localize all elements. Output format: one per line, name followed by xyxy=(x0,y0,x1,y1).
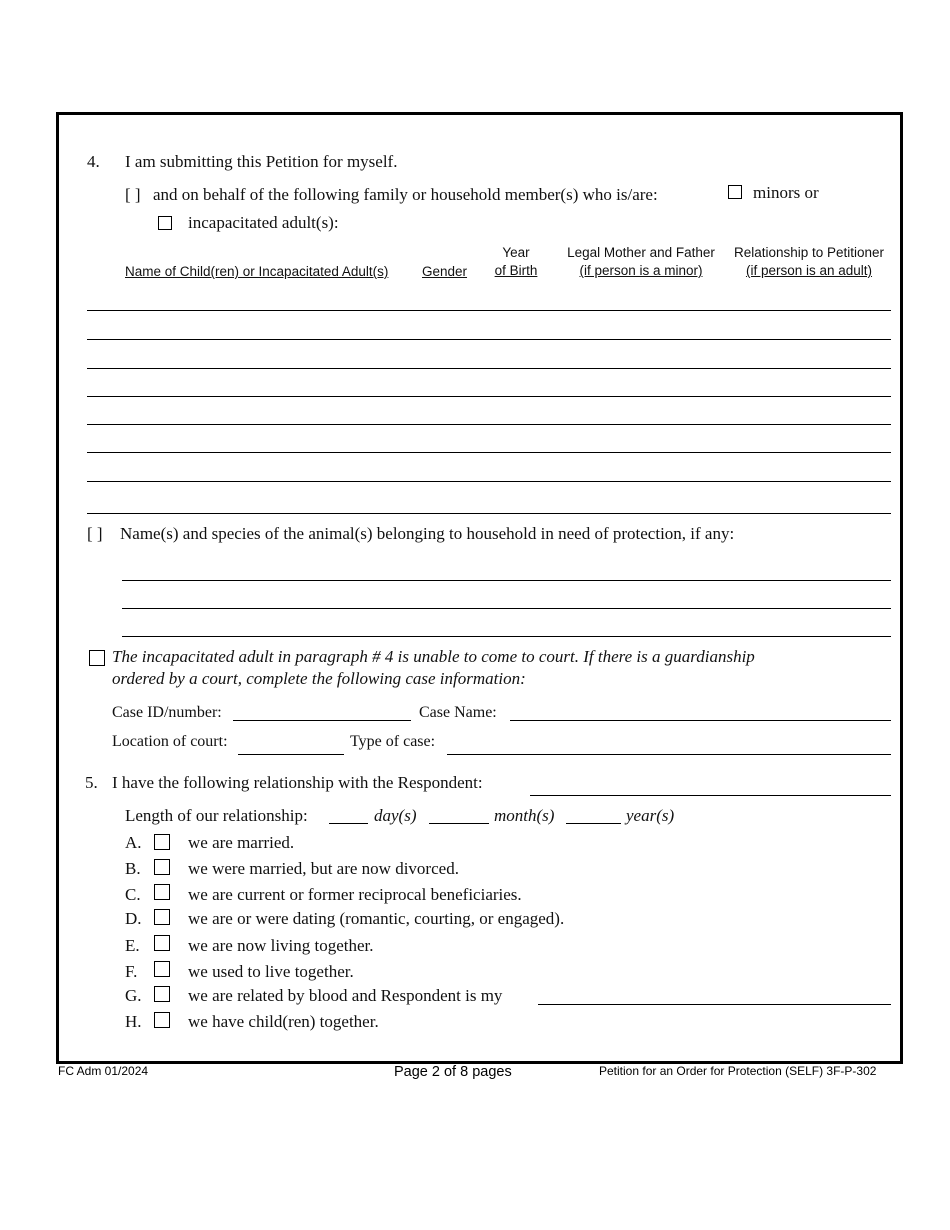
entry-line-1[interactable] xyxy=(87,310,891,311)
entry-line-8[interactable] xyxy=(87,513,891,514)
entry-line-6[interactable] xyxy=(87,452,891,453)
option-g-text: we are related by blood and Respondent is my xyxy=(188,986,503,1005)
section-4-statement: I am submitting this Petition for myself. xyxy=(125,152,398,171)
incapacitated-adults-checkbox[interactable] xyxy=(158,216,172,230)
option-a-letter: A. xyxy=(125,833,142,852)
option-f-checkbox[interactable] xyxy=(154,961,170,977)
header-relationship-line1: Relationship to Petitioner xyxy=(733,245,885,260)
animals-line-3[interactable] xyxy=(122,636,891,637)
behalf-bracket-checkbox[interactable]: [ ] xyxy=(125,185,141,204)
option-d-letter: D. xyxy=(125,909,142,928)
animals-line-2[interactable] xyxy=(122,608,891,609)
option-b-letter: B. xyxy=(125,859,141,878)
relationship-field[interactable] xyxy=(530,795,891,796)
option-f-letter: F. xyxy=(125,962,138,981)
behalf-text: and on behalf of the following family or household member(s) who is/are: xyxy=(153,185,658,204)
months-label: month(s) xyxy=(494,806,555,825)
option-c-checkbox[interactable] xyxy=(154,884,170,900)
option-e-checkbox[interactable] xyxy=(154,935,170,951)
months-field[interactable] xyxy=(429,823,489,824)
header-year-line2: of Birth xyxy=(494,263,538,278)
minors-checkbox[interactable] xyxy=(728,185,742,199)
option-h-text: we have child(ren) together. xyxy=(188,1012,379,1031)
entry-line-3[interactable] xyxy=(87,368,891,369)
option-g-relation-field[interactable] xyxy=(538,1004,891,1005)
header-year-line1: Year xyxy=(502,245,530,260)
days-label: day(s) xyxy=(374,806,417,825)
years-label: year(s) xyxy=(626,806,675,825)
option-b-text: we were married, but are now divorced. xyxy=(188,859,459,878)
guardianship-line2: ordered by a court, complete the following case information: xyxy=(112,669,526,688)
option-a-checkbox[interactable] xyxy=(154,834,170,850)
minors-label: minors or xyxy=(753,183,819,202)
location-field[interactable] xyxy=(238,754,344,755)
case-name-label: Case Name: xyxy=(419,704,497,721)
option-c-letter: C. xyxy=(125,885,141,904)
option-h-checkbox[interactable] xyxy=(154,1012,170,1028)
case-id-field[interactable] xyxy=(233,720,411,721)
option-b-checkbox[interactable] xyxy=(154,859,170,875)
option-f-text: we used to live together. xyxy=(188,962,354,981)
case-name-field[interactable] xyxy=(510,720,891,721)
header-relationship-line2: (if person is an adult) xyxy=(745,263,873,278)
option-g-checkbox[interactable] xyxy=(154,986,170,1002)
length-label: Length of our relationship: xyxy=(125,806,308,825)
option-e-letter: E. xyxy=(125,936,140,955)
entry-line-5[interactable] xyxy=(87,424,891,425)
footer-form-code: FC Adm 01/2024 xyxy=(58,1064,149,1078)
years-field[interactable] xyxy=(566,823,621,824)
header-name: Name of Child(ren) or Incapacitated Adult(s) xyxy=(125,264,389,279)
option-c-text: we are current or former reciprocal beneficiaries. xyxy=(188,885,522,904)
section-5-statement: I have the following relationship with the Respondent: xyxy=(112,773,483,792)
option-g-letter: G. xyxy=(125,986,142,1005)
option-h-letter: H. xyxy=(125,1012,142,1031)
footer-page-number: Page 2 of 8 pages xyxy=(394,1064,512,1080)
entry-line-2[interactable] xyxy=(87,339,891,340)
section-4-number: 4. xyxy=(87,152,100,171)
location-label: Location of court: xyxy=(112,733,228,750)
animals-bracket-checkbox[interactable]: [ ] xyxy=(87,524,103,543)
section-5-number: 5. xyxy=(85,773,98,792)
days-field[interactable] xyxy=(329,823,368,824)
entry-line-7[interactable] xyxy=(87,481,891,482)
option-d-text: we are or were dating (romantic, courting, or engaged). xyxy=(188,909,565,928)
guardianship-checkbox[interactable] xyxy=(89,650,105,666)
header-parents-line1: Legal Mother and Father xyxy=(567,245,715,260)
type-of-case-field[interactable] xyxy=(447,754,891,755)
incapacitated-label: incapacitated adult(s): xyxy=(188,213,339,232)
header-parents-line2: (if person is a minor) xyxy=(579,263,703,278)
case-id-label: Case ID/number: xyxy=(112,704,222,721)
option-e-text: we are now living together. xyxy=(188,936,374,955)
animals-text: Name(s) and species of the animal(s) belonging to household in need of protection, if any: xyxy=(120,524,735,543)
animals-line-1[interactable] xyxy=(122,580,891,581)
footer-form-title: Petition for an Order for Protection (SELF) 3F-P-302 xyxy=(599,1064,877,1078)
type-of-case-label: Type of case: xyxy=(350,733,436,750)
header-gender: Gender xyxy=(422,264,468,279)
option-d-checkbox[interactable] xyxy=(154,909,170,925)
option-a-text: we are married. xyxy=(188,833,295,852)
entry-line-4[interactable] xyxy=(87,396,891,397)
guardianship-line1: The incapacitated adult in paragraph # 4 is unable to come to court. If there is a guardianship xyxy=(112,647,755,666)
